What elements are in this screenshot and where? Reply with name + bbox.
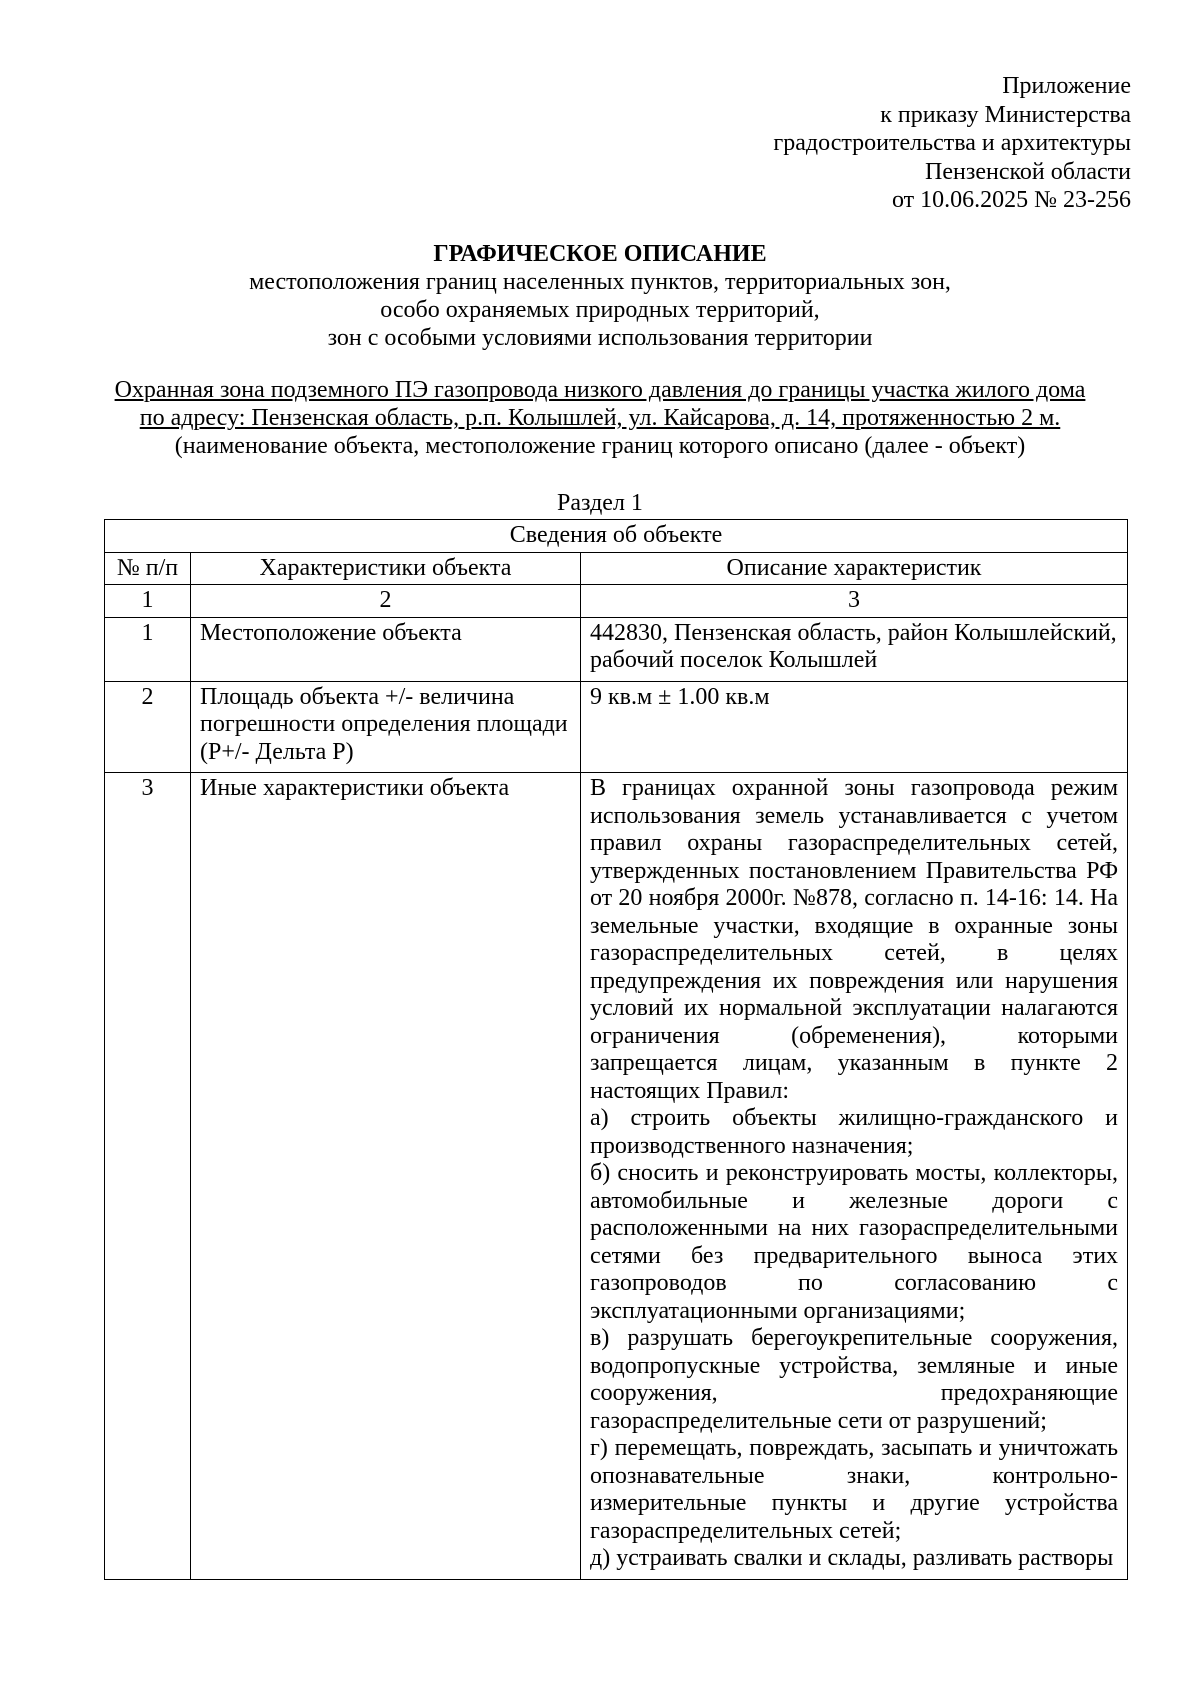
table-row bbox=[105, 617, 1128, 681]
header-description: Описание характеристик bbox=[581, 552, 1128, 585]
row-description: 9 кв.м ± 1.00 кв.м bbox=[581, 681, 1128, 773]
row-characteristic: Площадь объекта +/- величина погрешности определения площади (P+/- Дельта P) bbox=[191, 681, 581, 773]
section-label: Раздел 1 bbox=[557, 490, 643, 516]
appendix-line: Пензенской области bbox=[925, 158, 1131, 185]
description-paragraph: В границах охранной зоны газопровода режим использования земель устанавливается с учетом правил охраны газораспределительных сетей, утвержденных постановлением Правительства РФ от 20 ноября 2000г. №878, согласно п. 14-16: 14. На земельные участки, входящие в охранные зоны газораспределительных сетей, в целях предупреждения их повреждения или нарушения условий их нормальной эксплуатации налагаются ограничения (обременения), которыми запрещается лицам, указанным в пункте 2 настоящих Правил: bbox=[590, 775, 1119, 1104]
appendix-header bbox=[773, 72, 1131, 215]
appendix-line: Приложение bbox=[1002, 73, 1131, 99]
description-paragraph: а) строить объекты жилищно-гражданского и производственного назначения; bbox=[590, 1105, 1119, 1159]
subtitle-line: зон с особыми условиями использования территории bbox=[327, 325, 873, 351]
row-characteristic: Иные характеристики объекта bbox=[191, 773, 581, 1580]
row-description bbox=[581, 773, 1128, 1580]
row-number: 1 bbox=[105, 617, 191, 681]
row-description: 442830, Пензенская область, район Колышлейский, рабочий поселок Колышлей bbox=[581, 617, 1128, 681]
table-header-row bbox=[105, 552, 1128, 585]
row-number: 2 bbox=[105, 681, 191, 773]
title-block bbox=[0, 240, 1200, 352]
row-number: 3 bbox=[105, 773, 191, 1580]
row-characteristic: Местоположение объекта bbox=[191, 617, 581, 681]
appendix-order-date-number: от 10.06.2025 № 23-256 bbox=[891, 187, 1131, 213]
column-numbers-row bbox=[105, 585, 1128, 618]
description-paragraph: б) сносить и реконструировать мосты, коллекторы, автомобильные и железные дороги с расположенными на них газораспределительными сетями без предварительного выноса этих газопроводов по согласованию с эксплуатационными организациями; bbox=[590, 1160, 1119, 1324]
object-name-line: Охранная зона подземного ПЭ газопровода низкого давления до границы участка жилого дома bbox=[114, 377, 1086, 403]
column-number: 3 bbox=[581, 585, 1128, 618]
document-title: ГРАФИЧЕСКОЕ ОПИСАНИЕ bbox=[433, 241, 767, 267]
description-paragraph: г) перемещать, повреждать, засыпать и уничтожать опознавательные знаки, контрольно-измерительные пункты и другие устройства газораспределительных сетей; bbox=[590, 1435, 1119, 1544]
column-number: 2 bbox=[191, 585, 581, 618]
description-paragraph: д) устраивать свалки и склады, разливать растворы bbox=[590, 1545, 1114, 1571]
table-row bbox=[105, 681, 1128, 773]
object-name-block bbox=[0, 376, 1200, 460]
object-name-caption: (наименование объекта, местоположение границ которого описано (далее - объект) bbox=[174, 433, 1026, 459]
appendix-line: к приказу Министерства bbox=[880, 101, 1131, 128]
header-characteristic: Характеристики объекта bbox=[191, 552, 581, 585]
table-row bbox=[105, 773, 1128, 1580]
object-name-line: по адресу: Пензенская область, р.п. Колышлей, ул. Кайсарова, д. 14, протяженностью 2 м. bbox=[139, 405, 1061, 431]
subtitle-line: местоположения границ населенных пунктов, территориальных зон, bbox=[249, 269, 951, 295]
table-title: Сведения об объекте bbox=[105, 520, 1128, 553]
description-paragraph: в) разрушать берегоукрепительные сооружения, водопропускные устройства, земляные и иные сооружения, предохраняющие газораспределительные сети от разрушений; bbox=[590, 1325, 1119, 1434]
header-number: № п/п bbox=[105, 552, 191, 585]
column-number: 1 bbox=[105, 585, 191, 618]
subtitle-line: особо охраняемых природных территорий, bbox=[380, 297, 820, 323]
object-info-table bbox=[104, 519, 1128, 1580]
table-title-row bbox=[105, 520, 1128, 553]
appendix-line: градостроительства и архитектуры bbox=[773, 130, 1131, 156]
